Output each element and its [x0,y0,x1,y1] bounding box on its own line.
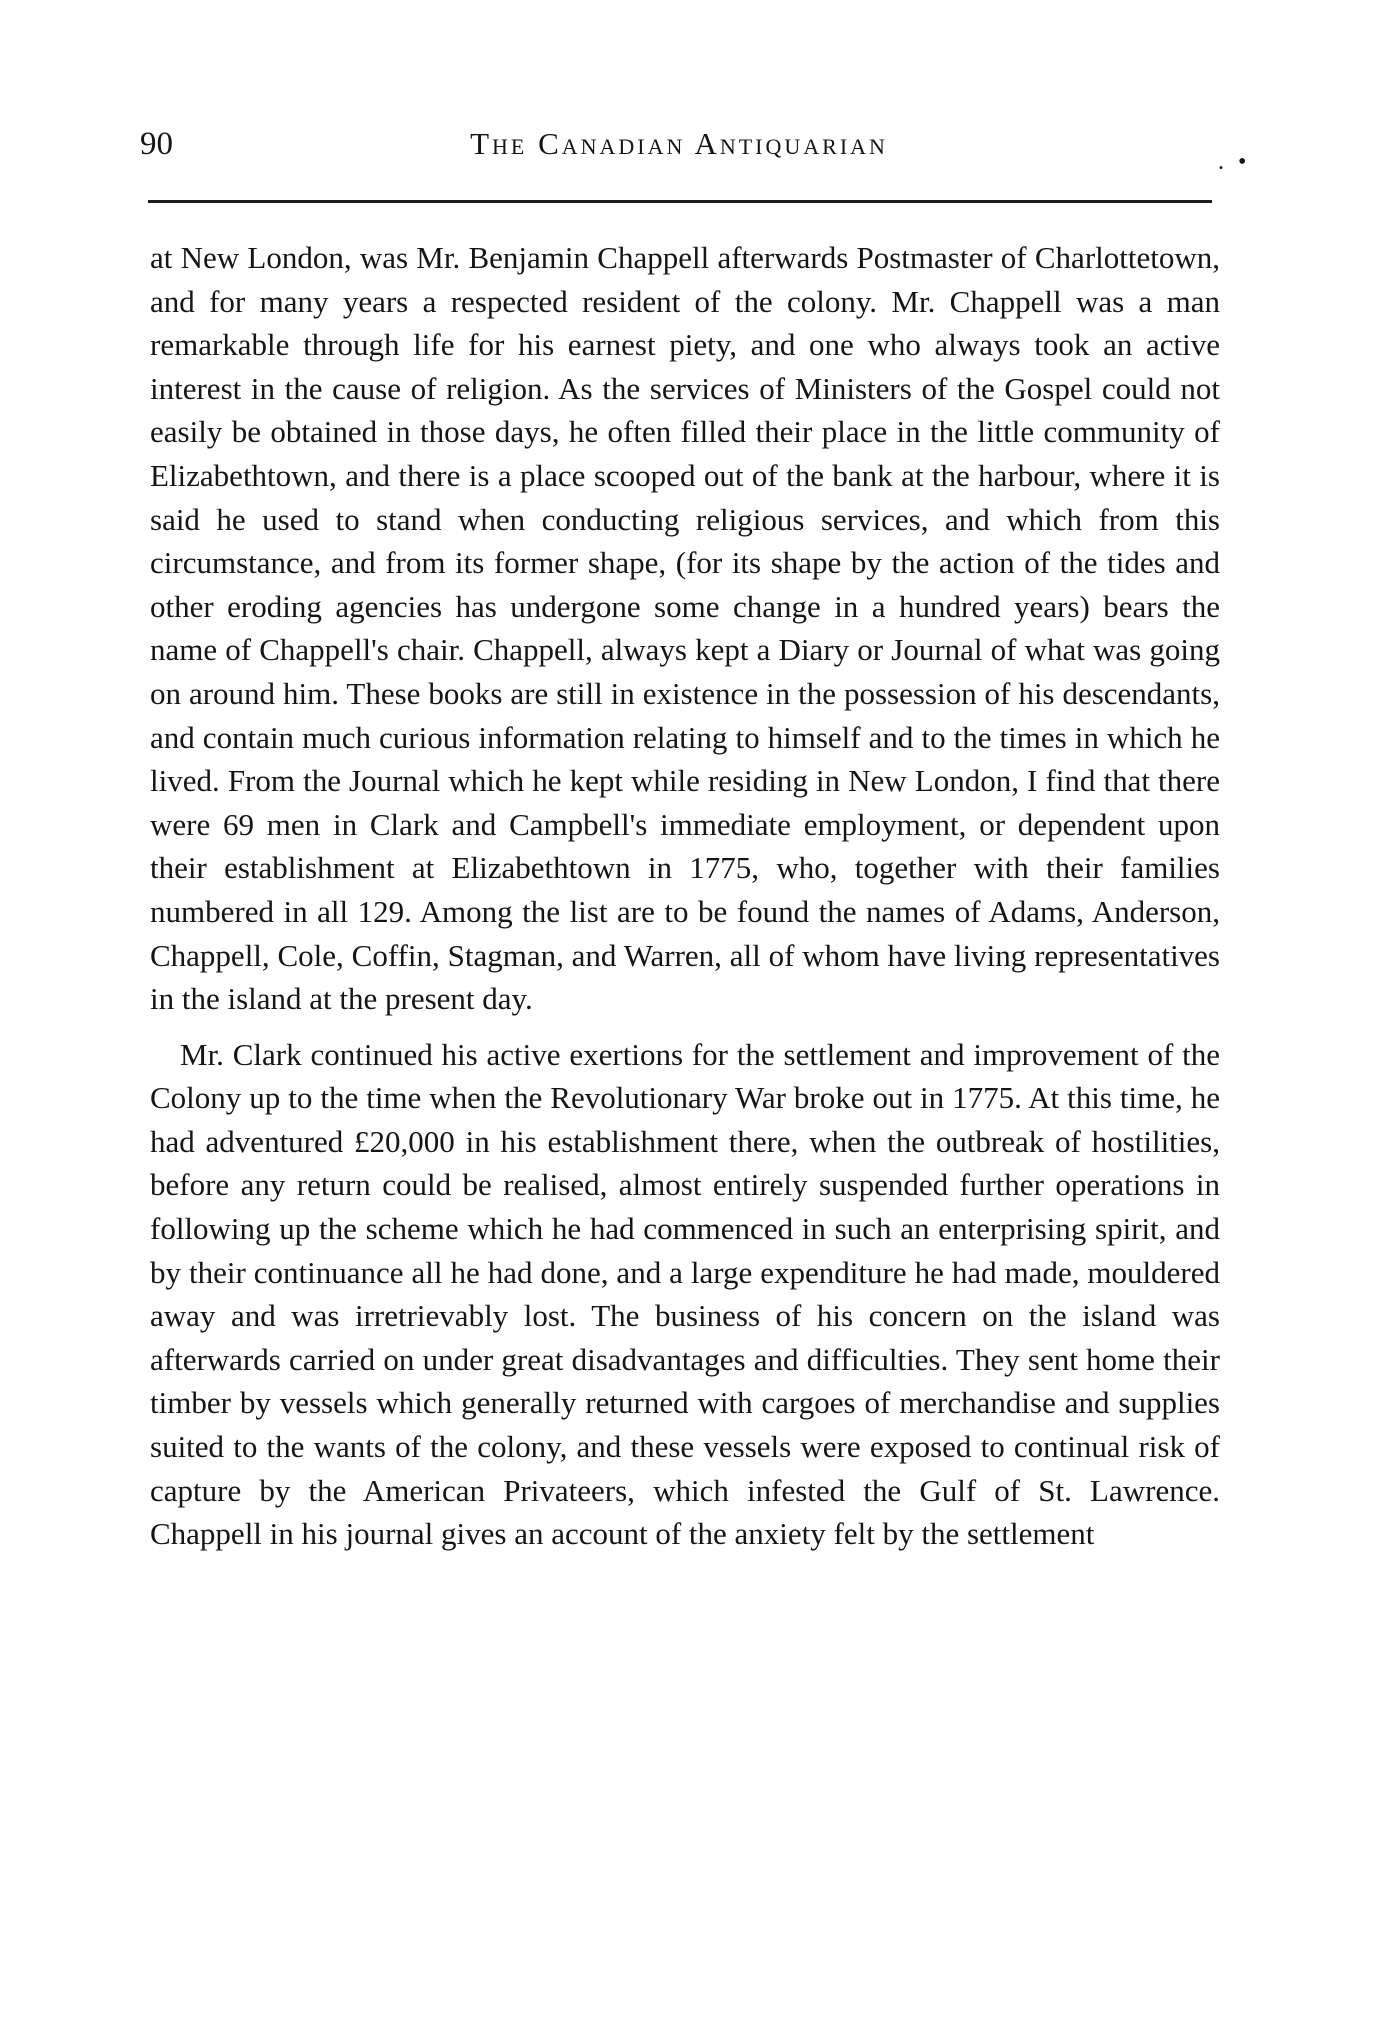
stray-print-mark: . • [1218,149,1251,175]
paragraph-1: at New London, was Mr. Benjamin Chappell afterwards Postmaster of Charlottetown, and for many years a respected resident of the colony. Mr. Chappell was a man remarkable through life for his earnest piety, and one who always took an active interest in the cause of religion. As the services of Ministers of the Gospel could not easily be obtained in those days, he often filled their place in the little community of Elizabethtown, and there is a place scooped out of the bank at the harbour, where it is said he used to stand when conducting religious services, and which from this circumstance, and from its former shape, (for its shape by the action of the tides and other eroding agencies has undergone some change in a hundred years) bears the name of Chappell's chair. Chappell, always kept a Diary or Journal of what was going on around him. These books are still in existence in the possession of his descendants, and contain much curious information relating to himself and to the times in which he lived. From the Journal which he kept while residing in New London, I find that there were 69 men in Clark and Campbell's immediate employment, or dependent upon their establishment at Elizabethtown in 1775, who, together with their families numbered in all 129. Among the list are to be found the names of Adams, Anderson, Chappell, Cole, Coffin, Stagman, and Warren, all of whom have living representatives in the island at the present day. [150,240,1220,1017]
journal-title: The Canadian Antiquarian [470,126,888,161]
body-text [150,236,1220,1556]
header-rule [148,200,1212,203]
paragraph-2: Mr. Clark continued his active exertions for the settlement and improvement of the Colony up to the time when the Revolutionary War broke out in 1775. At this time, he had adventured £20,000 in his establishment there, when the outbreak of hostilities, before any return could be realised, almost entirely suspended further operations in following up the scheme which he had commenced in such an enterprising spirit, and by their continuance all he had done, and a large expenditure he had made, mouldered away and was irretrievably lost. The business of his concern on the island was afterwards carried on under great disadvantages and difficulties. They sent home their timber by vessels which generally returned with cargoes of merchandise and supplies suited to the wants of the colony, and these vessels were exposed to continual risk of capture by the American Privateers, which infested the Gulf of St. Lawrence. Chappell in his journal gives an account of the anxiety felt by the settlement [150,1036,1220,1552]
page-number: 90 [140,126,173,162]
running-head [140,124,1218,174]
